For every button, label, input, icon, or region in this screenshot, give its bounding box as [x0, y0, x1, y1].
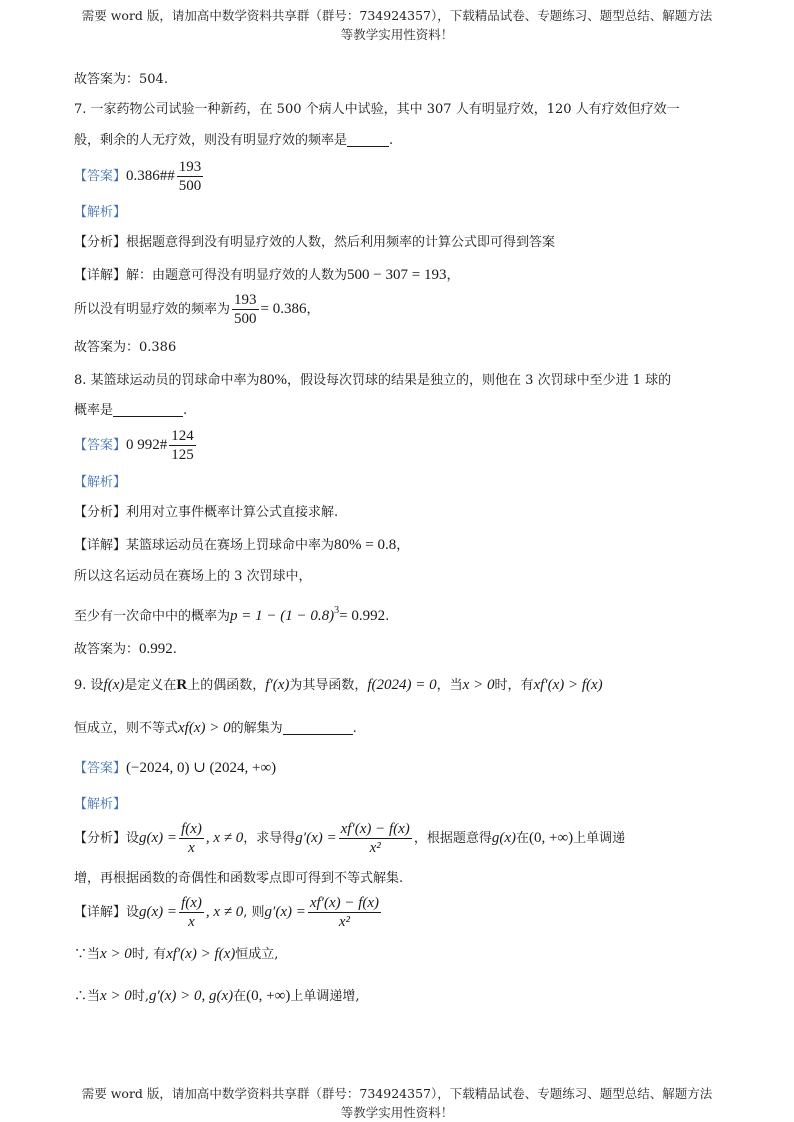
- footer-line-2: 等教学实用性资料！: [340, 1105, 454, 1120]
- because-symbol: ∵: [74, 947, 88, 962]
- q9-math: f(2024) = 0: [367, 677, 437, 693]
- q9-text: 在: [233, 989, 247, 1004]
- detail-text: 解：由题意可得没有明显疗效的人数为: [126, 268, 348, 283]
- q9-text: 是定义在: [124, 678, 177, 693]
- q8-question-text: 概率是: [74, 403, 114, 418]
- fenxi-text: 根据题意得到没有明显疗效的人数，然后利用频率的计算公式即可得到答案: [126, 235, 556, 250]
- q9-analysis-tag: 【解析】: [74, 797, 127, 812]
- q9-text: 的解集为: [230, 721, 283, 736]
- q9-math: f′(x): [265, 677, 290, 693]
- detail-text: 某篮球运动员在赛场上罚球命中率为: [126, 538, 335, 553]
- detail-math: 80% = 0.8: [334, 537, 397, 553]
- fraction-denominator: x: [188, 914, 195, 930]
- q9-question-line1: [74, 675, 603, 696]
- q9-math: x > 0: [100, 988, 132, 1004]
- answer-tag: 【答案】: [74, 169, 127, 184]
- q8-final: [74, 639, 177, 660]
- q8-probability-line: [74, 601, 389, 627]
- answer-tag: 【答案】: [74, 761, 127, 776]
- q9-math: (0, +∞): [529, 830, 574, 846]
- q7-fenxi: [74, 233, 555, 253]
- q9-detail: [74, 894, 383, 931]
- q9-text: 上单调递: [573, 831, 626, 846]
- page-footer: [0, 1084, 794, 1122]
- q9-math: R: [176, 677, 188, 693]
- q7-question-line1: 7. 一家药物公司试验一种新药，在 500 个病人中试验，其中 307 人有明显疗效，120 人有疗效但疗效一: [74, 102, 680, 117]
- q9-text: ，当: [436, 678, 463, 693]
- final-text: 故答案为：: [74, 642, 140, 657]
- q8-text-b: ，假设每次罚球的结果是独立的，则他在 3 次罚球中至少进 1 球的: [287, 373, 672, 388]
- q8-question-line1: [74, 370, 671, 391]
- q9-text: 时,: [131, 989, 149, 1004]
- q8-analysis-tag: 【解析】: [74, 475, 127, 490]
- header-line-2: 等教学实用性资料！: [340, 27, 454, 42]
- q9-text: 9. 设: [74, 678, 104, 693]
- fraction-numerator: 193: [178, 159, 202, 175]
- final-math: 0.992: [139, 641, 173, 657]
- fraction-denominator: x: [188, 840, 195, 856]
- g-fraction: [179, 894, 204, 931]
- q7-answer-fraction: [177, 158, 204, 195]
- q8-answer: [74, 427, 198, 464]
- fraction-numerator: 193: [234, 292, 257, 308]
- p-end: .: [385, 609, 390, 624]
- fenxi-tag: 【分析】: [74, 235, 127, 250]
- page-header: [0, 6, 794, 44]
- q8-answer-fraction: [169, 427, 196, 464]
- q9-text: 恒成立,: [235, 947, 279, 962]
- detail-tag: 【详解】: [74, 538, 127, 553]
- q9-math: xf(x) > 0: [178, 720, 231, 736]
- fraction-denominator: x²: [338, 914, 351, 930]
- q7-question-text: 般，剩余的人无疗效，则没有明显疗效的频率是: [74, 133, 348, 148]
- q9-text: , 则: [243, 905, 265, 920]
- q7-question-end: .: [389, 133, 394, 148]
- q7-final: 故答案为：0.386: [74, 340, 177, 355]
- answer-tag: 【答案】: [74, 438, 127, 453]
- fenxi-text: 利用对立事件概率计算公式直接求解.: [126, 505, 339, 520]
- q9-text: 当: [87, 947, 101, 962]
- q7-answer: [74, 158, 205, 195]
- q8-text-a: 8. 某篮球运动员的罚球命中率为: [74, 373, 260, 388]
- q9-math: , x ≠ 0: [205, 830, 244, 846]
- q9-math: g(x) =: [139, 904, 178, 920]
- detail-tag: 【详解】: [74, 268, 127, 283]
- fraction-denominator: x²: [369, 840, 381, 856]
- q7-question-line2: [74, 131, 393, 151]
- q9-because-line: [74, 944, 278, 965]
- so-end: ，: [306, 302, 320, 317]
- fenxi-tag: 【分析】: [74, 505, 127, 520]
- gprime-fraction: [339, 820, 412, 857]
- q8-fenxi: [74, 503, 338, 523]
- q9-math: xf′(x) > f(x): [166, 946, 236, 962]
- fraction-denominator: 500: [178, 178, 202, 194]
- p-text: 至少有一次命中中的概率为: [74, 609, 231, 624]
- q9-math: xf′(x) > f(x): [533, 677, 603, 693]
- q8-so-line: 所以这名运动员在赛场上的 3 次罚球中，: [74, 569, 312, 584]
- q9-text: 设: [126, 905, 140, 920]
- fraction-numerator: f(x): [181, 821, 202, 837]
- g-fraction: [179, 820, 204, 857]
- so-text: 所以没有明显疗效的频率为: [74, 302, 231, 317]
- answer-blank: [347, 132, 389, 147]
- q9-math: g′(x) =: [295, 830, 337, 846]
- q9-math: f(x): [103, 677, 125, 693]
- detail-tag: 【详解】: [74, 905, 127, 920]
- p-exponent: 3: [334, 605, 340, 616]
- q9-question-end: .: [352, 721, 357, 736]
- q9-text: 上单调递增,: [290, 989, 360, 1004]
- q9-fenxi-line2: 增，再根据函数的奇偶性和函数零点即可得到不等式解集.: [74, 871, 404, 886]
- p-lhs: p = 1 − (1 − 0.8): [230, 608, 335, 624]
- q9-question-line2: [74, 718, 357, 739]
- final-end: .: [172, 642, 177, 657]
- fraction-denominator: 125: [171, 447, 194, 463]
- so-math: = 0.386: [260, 301, 307, 317]
- q9-math: , x ≠ 0: [205, 904, 244, 920]
- q8-answer-value: 0 992#: [126, 437, 168, 453]
- therefore-symbol: ∴: [74, 989, 88, 1004]
- q9-text: ，根据题意得: [413, 831, 492, 846]
- fraction-numerator: f(x): [181, 895, 202, 911]
- q9-text: 恒成立，则不等式: [74, 721, 179, 736]
- q7-analysis-tag: 【解析】: [74, 205, 127, 220]
- q9-math: g(x) =: [139, 830, 178, 846]
- q9-math: g′(x) > 0, g(x): [148, 988, 234, 1004]
- footer-line-1: 需要 word 版，请加高中数学资料共享群（群号：734924357），下载精品试卷、专题练习、题型总结、解题方法: [81, 1086, 713, 1101]
- p-rhs: = 0.992: [339, 608, 386, 624]
- q9-math: g(x): [491, 830, 516, 846]
- q9-therefore-line: [74, 986, 359, 1007]
- q9-text: 在: [515, 831, 529, 846]
- q9-fenxi-line1: [74, 820, 625, 857]
- q9-answer-value: (−2024, 0) ∪ (2024, +∞): [126, 760, 277, 776]
- q9-text: 设: [126, 831, 140, 846]
- q9-answer: [74, 758, 276, 779]
- detail-math: 500 − 307 = 193: [347, 267, 447, 283]
- fenxi-tag: 【分析】: [74, 831, 127, 846]
- q7-answer-value: 0.386##: [126, 168, 175, 184]
- q9-math: x > 0: [462, 677, 495, 693]
- gprime-fraction: [308, 894, 381, 931]
- fraction-numerator: xf′(x) − f(x): [309, 895, 380, 911]
- q9-text: ，求导得: [243, 831, 296, 846]
- q9-text: 时, 有: [131, 947, 167, 962]
- q9-text: 为其导函数，: [289, 678, 368, 693]
- q9-math: (0, +∞): [246, 988, 291, 1004]
- q7-detail: [74, 265, 459, 286]
- fraction-denominator: 500: [234, 311, 257, 327]
- q9-text: 时，有: [494, 678, 534, 693]
- q7-frequency-line: [74, 291, 320, 328]
- q8-detail: [74, 535, 409, 556]
- q9-math: x > 0: [100, 946, 132, 962]
- q9-text: 上的偶函数，: [187, 678, 266, 693]
- answer-blank: [113, 402, 183, 417]
- q7-so-fraction: [232, 291, 259, 328]
- q8-percent: 80%: [259, 372, 288, 388]
- detail-end: ，: [446, 268, 460, 283]
- q8-question-line2: [74, 401, 187, 421]
- q9-math: g′(x) =: [264, 904, 306, 920]
- q8-question-end: .: [183, 403, 188, 418]
- detail-end: ，: [396, 538, 410, 553]
- header-line-1: 需要 word 版，请加高中数学资料共享群（群号：734924357），下载精品试卷、专题练习、题型总结、解题方法: [81, 8, 713, 23]
- fraction-numerator: 124: [171, 428, 194, 444]
- answer-blank: [283, 720, 353, 735]
- fraction-numerator: xf′(x) − f(x): [340, 821, 410, 837]
- q9-text: 当: [87, 989, 101, 1004]
- prev-answer: 故答案为：504.: [74, 72, 168, 87]
